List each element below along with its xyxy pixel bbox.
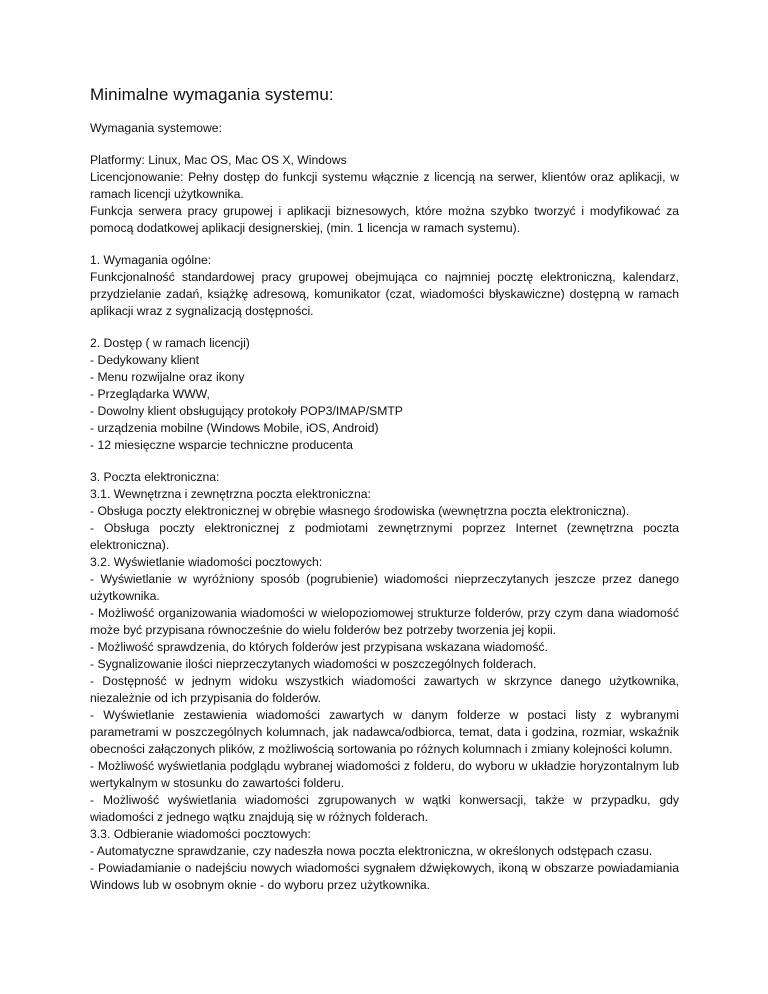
server-function-paragraph: Funkcja serwera pracy grupowej i aplikacji biznesowych, które można szybko tworzyć i modyfikować za pomocą dodatkowej aplikacji designerskiej, (min. 1 licencja w ramach systemu). xyxy=(90,204,679,235)
list-item: - Dowolny klient obsługujący protokoły POP3/IMAP/SMTP xyxy=(90,404,403,418)
platforms-section xyxy=(90,152,679,237)
intro-text: Wymagania systemowe: xyxy=(90,121,222,135)
subsection-heading: 3.2. Wyświetlanie wiadomości pocztowych: xyxy=(90,555,323,569)
subsection-heading: 3.1. Wewnętrzna i zewnętrzna poczta elektroniczna: xyxy=(90,487,371,501)
section-heading: 2. Dostęp ( w ramach licencji) xyxy=(90,336,250,350)
email-section xyxy=(90,469,679,894)
list-item: - Przeglądarka WWW, xyxy=(90,387,210,401)
list-item: - Obsługa poczty elektronicznej w obrębie własnego środowiska (wewnętrzna poczta elektroniczna). xyxy=(90,504,630,518)
list-item: - Dedykowany klient xyxy=(90,353,200,367)
list-item: - Powiadamianie o nadejściu nowych wiadomości sygnałem dźwiękowych, ikoną w obszarze powiadamiania Windows lub w osobnym oknie - do wyboru przez użytkownika. xyxy=(90,861,679,892)
document-title: Minimalne wymagania systemu: xyxy=(90,85,334,104)
list-item: - Menu rozwijalne oraz ikony xyxy=(90,370,245,384)
section-heading: 3. Poczta elektroniczna: xyxy=(90,470,220,484)
subsection-heading: 3.3. Odbieranie wiadomości pocztowych: xyxy=(90,827,311,841)
section-heading: 1. Wymagania ogólne: xyxy=(90,253,212,267)
list-item: - Automatyczne sprawdzanie, czy nadeszła nowa poczta elektroniczna, w określonych odstępach czasu. xyxy=(90,844,653,858)
access-section xyxy=(90,335,679,454)
list-item: - Sygnalizowanie ilości nieprzeczytanych wiadomości w poszczególnych folderach. xyxy=(90,657,537,671)
list-item: - Dostępność w jednym widoku wszystkich wiadomości zawartych w skrzynce danego użytkownika, niezależnie od ich przypisania do folderów. xyxy=(90,674,679,705)
list-item: - Wyświetlanie zestawienia wiadomości zawartych w danym folderze w postaci listy z wybranymi parametrami w poszczególnych kolumnach, jak nadawca/odbiorca, temat, data i godzina, rozmiar, wskaźnik obecności załączonych plików, z możliwością sortowania po różnych kolumnach i zmiany kolejności kolumn. xyxy=(90,708,679,756)
general-requirements-section xyxy=(90,252,679,320)
list-item: - Wyświetlanie w wyróżniony sposób (pogrubienie) wiadomości nieprzeczytanych jeszcze przez danego użytkownika. xyxy=(90,572,679,603)
licensing-paragraph: Licencjonowanie: Pełny dostęp do funkcji systemu włącznie z licencją na serwer, klientów oraz aplikacji, w ramach licencji użytkownika. xyxy=(90,170,679,201)
list-item: - 12 miesięczne wsparcie techniczne producenta xyxy=(90,438,353,452)
list-item: - Możliwość sprawdzenia, do których folderów jest przypisana wskazana wiadomość. xyxy=(90,640,548,654)
list-item: - Możliwość organizowania wiadomości w wielopoziomowej strukturze folderów, przy czym dana wiadomość może być przypisana równocześnie do wielu folderów bez potrzeby tworzenia jej kopii. xyxy=(90,606,679,637)
list-item: - Możliwość wyświetlania podglądu wybranej wiadomości z folderu, do wyboru w układzie horyzontalnym lub wertykalnym w stosunku do zawartości folderu. xyxy=(90,759,679,790)
intro-section xyxy=(90,120,679,137)
list-item: - Możliwość wyświetlania wiadomości zgrupowanych w wątki konwersacji, także w przypadku, gdy wiadomości z jednego wątku znajdują się w różnych folderach. xyxy=(90,793,679,824)
list-item: - Obsługa poczty elektronicznej z podmiotami zewnętrznymi poprzez Internet (zewnętrzna poczta elektroniczna). xyxy=(90,521,679,552)
list-item: - urządzenia mobilne (Windows Mobile, iOS, Android) xyxy=(90,421,379,435)
platforms-line: Platformy: Linux, Mac OS, Mac OS X, Windows xyxy=(90,153,347,167)
general-requirements-paragraph: Funkcjonalność standardowej pracy grupowej obejmująca co najmniej pocztę elektroniczną, kalendarz, przydzielanie zadań, książkę adresową, komunikator (czat, wiadomości błyskawiczne) dostępną w ramach aplikacji wraz z sygnalizacją dostępności. xyxy=(90,270,679,318)
